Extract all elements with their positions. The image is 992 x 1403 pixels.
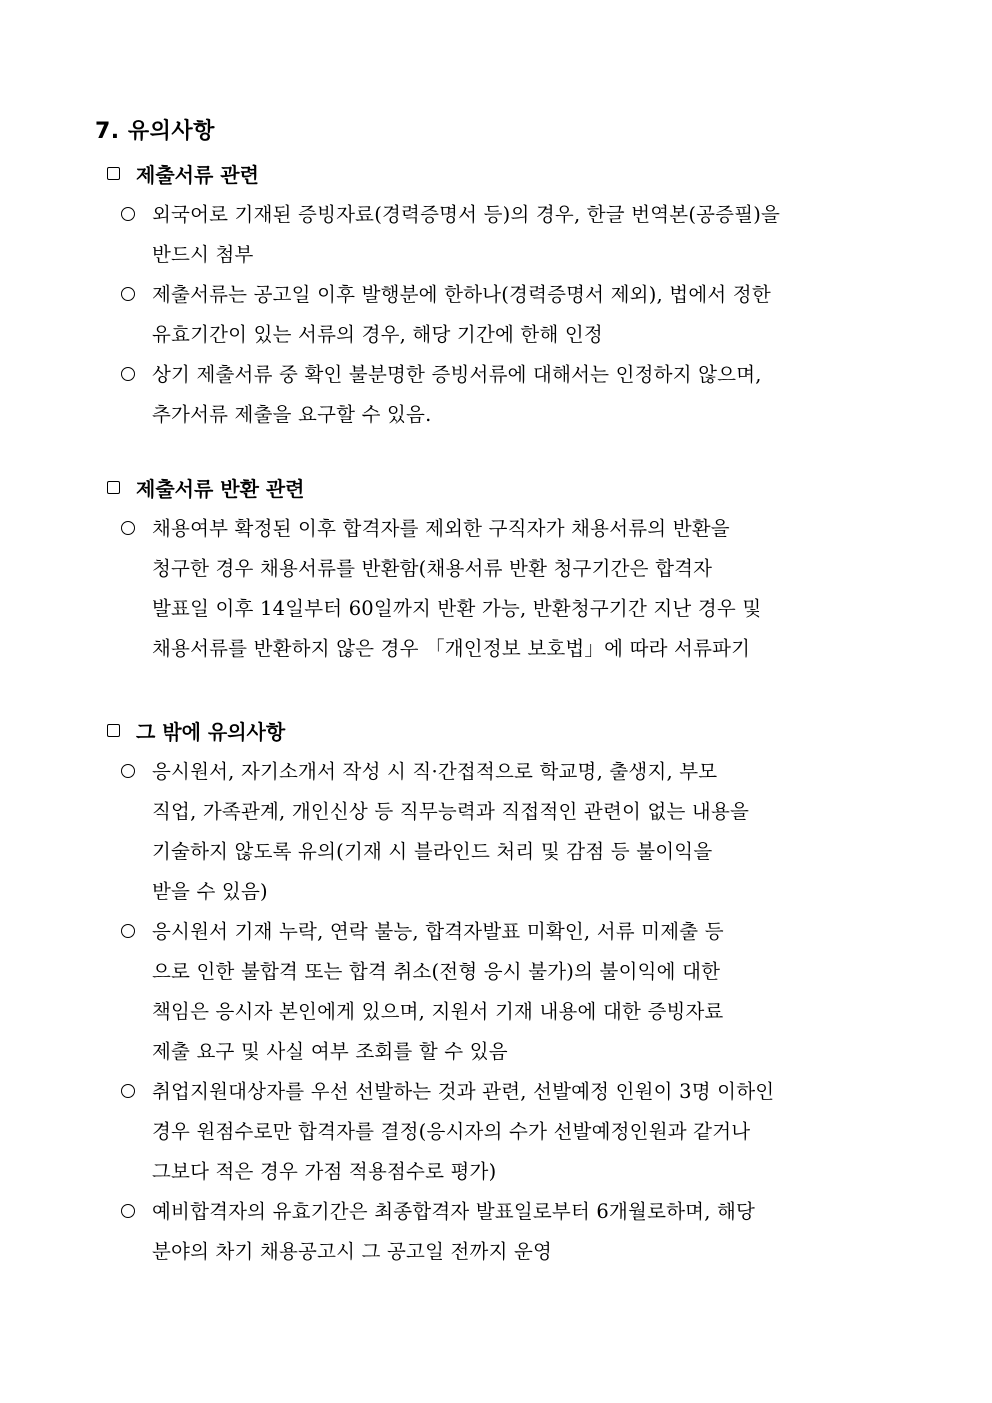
item-text-line: 경우 원점수로만 합격자를 결정(응시자의 수가 선발예정인원과 같거나	[152, 1120, 751, 1143]
circle-bullet-icon	[121, 924, 135, 938]
list-item	[0, 1192, 992, 1272]
item-text-line: 응시원서, 자기소개서 작성 시 직·간접적으로 학교명, 출생지, 부모	[152, 760, 718, 783]
section-title: 그 밖에 유의사항	[136, 720, 286, 744]
list-item	[0, 752, 992, 912]
item-text-line: 유효기간이 있는 서류의 경우, 해당 기간에 한해 인정	[152, 323, 603, 346]
circle-bullet-icon	[121, 207, 135, 221]
item-text-line: 기술하지 않도록 유의(기재 시 블라인드 처리 및 감점 등 불이익을	[152, 840, 713, 863]
item-text-line: 책임은 응시자 본인에게 있으며, 지원서 기재 내용에 대한 증빙자료	[152, 1000, 724, 1023]
circle-bullet-icon	[121, 287, 135, 301]
section-heading	[0, 155, 992, 195]
item-text-line: 채용여부 확정된 이후 합격자를 제외한 구직자가 채용서류의 반환을	[152, 517, 730, 540]
checkbox-square-icon	[107, 167, 120, 180]
item-text-line: 응시원서 기재 누락, 연락 불능, 합격자발표 미확인, 서류 미제출 등	[152, 920, 724, 943]
list-item	[0, 355, 992, 435]
item-text-line: 으로 인한 불합격 또는 합격 취소(전형 응시 불가)의 불이익에 대한	[152, 960, 721, 983]
list-item	[0, 1072, 992, 1192]
item-text-line: 상기 제출서류 중 확인 불분명한 증빙서류에 대해서는 인정하지 않으며,	[152, 363, 762, 386]
item-text-line: 분야의 차기 채용공고시 그 공고일 전까지 운영	[152, 1240, 553, 1263]
circle-bullet-icon	[121, 764, 135, 778]
item-text-line: 외국어로 기재된 증빙자료(경력증명서 등)의 경우, 한글 번역본(공증필)을	[152, 203, 781, 226]
circle-bullet-icon	[121, 1084, 135, 1098]
list-item	[0, 275, 992, 355]
section-document-return	[0, 469, 992, 669]
item-text-line: 발표일 이후 14일부터 60일까지 반환 가능, 반환청구기간 지난 경우 및	[152, 597, 762, 620]
checkbox-square-icon	[107, 724, 120, 737]
item-text-line: 제출 요구 및 사실 여부 조회를 할 수 있음	[152, 1040, 508, 1063]
item-text-line: 받을 수 있음)	[152, 880, 268, 903]
section-title: 제출서류 관련	[136, 163, 259, 187]
section-heading	[0, 469, 992, 509]
section-title: 제출서류 반환 관련	[136, 477, 305, 501]
item-text-line: 채용서류를 반환하지 않은 경우 「개인정보 보호법」에 따라 서류파기	[152, 637, 751, 660]
checkbox-square-icon	[107, 481, 120, 494]
section-submission-documents	[0, 155, 992, 435]
section-other-notes	[0, 712, 992, 1272]
item-text-line: 그보다 적은 경우 가점 적용점수로 평가)	[152, 1160, 497, 1183]
list-item	[0, 912, 992, 1072]
list-item	[0, 195, 992, 275]
item-text-line: 제출서류는 공고일 이후 발행분에 한하나(경력증명서 제외), 법에서 정한	[152, 283, 771, 306]
circle-bullet-icon	[121, 367, 135, 381]
item-text-line: 추가서류 제출을 요구할 수 있음.	[152, 403, 432, 426]
item-text-line: 직업, 가족관계, 개인신상 등 직무능력과 직접적인 관련이 없는 내용을	[152, 800, 750, 823]
item-text-line: 예비합격자의 유효기간은 최종합격자 발표일로부터 6개월로하며, 해당	[152, 1200, 756, 1223]
item-text-line: 반드시 첨부	[152, 243, 254, 266]
circle-bullet-icon	[121, 1204, 135, 1218]
section-heading	[0, 712, 992, 752]
list-item	[0, 509, 992, 669]
item-text-line: 취업지원대상자를 우선 선발하는 것과 관련, 선발예정 인원이 3명 이하인	[152, 1080, 775, 1103]
circle-bullet-icon	[121, 521, 135, 535]
page-title: 7. 유의사항	[95, 119, 215, 144]
item-text-line: 청구한 경우 채용서류를 반환함(채용서류 반환 청구기간은 합격자	[152, 557, 713, 580]
